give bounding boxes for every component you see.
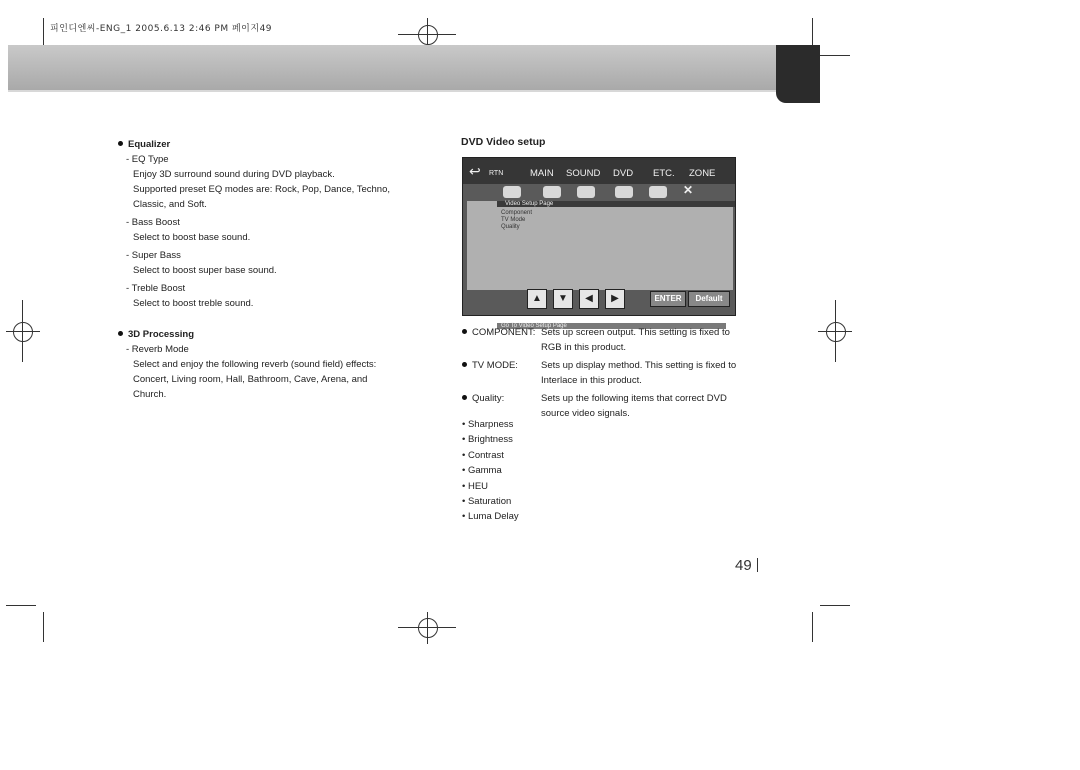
speaker-icon <box>503 186 521 198</box>
osd-up-button: ▲ <box>527 289 547 309</box>
left-column <box>118 137 418 402</box>
definitions <box>462 325 758 421</box>
eq-type-line: Enjoy 3D surround sound during DVD playback. <box>133 169 335 180</box>
osd-right-button: ▶ <box>605 289 625 309</box>
osd-item-component: Component <box>501 210 533 216</box>
header-banner <box>8 45 820 92</box>
osd-icon-row <box>469 183 729 202</box>
definition-label: TV MODE: <box>472 360 518 371</box>
osd-enter-button: ENTER <box>650 291 686 307</box>
page-number-rule <box>757 558 758 572</box>
bullet-icon <box>462 395 467 400</box>
crop-mark <box>820 55 850 56</box>
treble-boost-line: Select to boost treble sound. <box>133 298 254 309</box>
list-item: • Luma Delay <box>462 511 519 523</box>
bullet-icon <box>462 329 467 334</box>
reverb-line: Concert, Living room, Hall, Bathroom, Cave, Arena, and <box>133 374 368 385</box>
quality-items <box>462 417 519 525</box>
osd-item-tv-mode: TV Mode <box>501 217 526 223</box>
bullet-icon <box>118 331 123 336</box>
osd-down-button: ▼ <box>553 289 573 309</box>
reverb-label: - Reverb Mode <box>126 344 189 355</box>
osd-setup-bar: Video Setup Page <box>497 201 735 207</box>
osd-nav-main: MAIN <box>530 168 554 179</box>
crop-mark <box>812 18 813 48</box>
header-banner-tab <box>776 45 820 103</box>
definition-text: source video signals. <box>541 408 630 419</box>
equalizer-heading: Equalizer <box>118 137 418 152</box>
bullet-icon <box>462 362 467 367</box>
definition-text: Sets up the following items that correct DVD <box>541 393 727 404</box>
osd-screenshot <box>462 157 736 329</box>
reverb-line: Select and enjoy the following reverb (sound field) effects: <box>133 359 377 370</box>
osd-nav-bar <box>463 158 735 184</box>
rtn-arrow-icon: ↩ <box>469 163 481 179</box>
note-icon <box>543 186 561 198</box>
print-header: 피인디엔씨-ENG_1 2005.6.13 2:46 PM 페이지49 <box>50 24 273 34</box>
crop-mark <box>820 605 850 606</box>
lock-icon <box>649 186 667 198</box>
definition-label: Quality: <box>472 393 505 404</box>
eq-type-line: Classic, and Soft. <box>133 199 207 210</box>
osd-nav-etc: ETC. <box>653 168 675 179</box>
super-bass-label: - Super Bass <box>126 250 181 261</box>
bullet-icon <box>118 141 123 146</box>
osd-items <box>501 210 532 231</box>
eq-type-line: Supported preset EQ modes are: Rock, Pop, Dance, Techno, <box>133 184 390 195</box>
osd-nav-rtn: RTN <box>489 170 504 177</box>
crop-mark <box>43 612 44 642</box>
list-item: • Gamma <box>462 465 502 477</box>
crop-mark <box>43 18 44 48</box>
super-bass-line: Select to boost super base sound. <box>133 265 277 276</box>
dvd-video-setup-title: DVD Video setup <box>461 136 546 148</box>
list-item: • Sharpness <box>462 419 514 430</box>
osd-footer: Go To Video Setup Page <box>497 323 726 329</box>
list-item: • Brightness <box>462 434 513 446</box>
crop-mark <box>812 612 813 642</box>
bass-boost-label: - Bass Boost <box>126 217 180 228</box>
definition-text: Sets up screen output. This setting is fixed to <box>541 327 730 338</box>
osd-left-button: ◀ <box>579 289 599 309</box>
bass-boost-line: Select to boost base sound. <box>133 232 251 243</box>
osd-nav-zone: ZONE <box>689 168 716 179</box>
crop-mark <box>6 605 36 606</box>
definition-text: Interlace in this product. <box>541 375 642 386</box>
definition-row <box>462 325 758 355</box>
reverb-line: Church. <box>133 389 167 400</box>
osd-nav-dvd: DVD <box>613 168 634 179</box>
osd-nav-sound: SOUND <box>566 168 601 179</box>
list-item: • HEU <box>462 480 489 492</box>
definition-text: Sets up display method. This setting is fixed to <box>541 360 737 371</box>
osd-item-quality: Quality <box>501 224 520 230</box>
close-icon: ✕ <box>683 183 694 197</box>
definition-label: COMPONENT: <box>472 327 536 338</box>
processing-heading: 3D Processing <box>118 327 418 342</box>
treble-boost-label: - Treble Boost <box>126 283 186 294</box>
list-item: • Saturation <box>462 496 512 508</box>
screen-icon <box>615 186 633 198</box>
osd-default-button: Default <box>688 291 730 307</box>
eq-type-label: - EQ Type <box>126 154 169 165</box>
definition-row <box>462 358 758 388</box>
definition-text: RGB in this product. <box>541 342 627 353</box>
disc-icon <box>577 186 595 198</box>
page-number: 49 <box>735 557 752 574</box>
list-item: • Contrast <box>462 449 504 461</box>
